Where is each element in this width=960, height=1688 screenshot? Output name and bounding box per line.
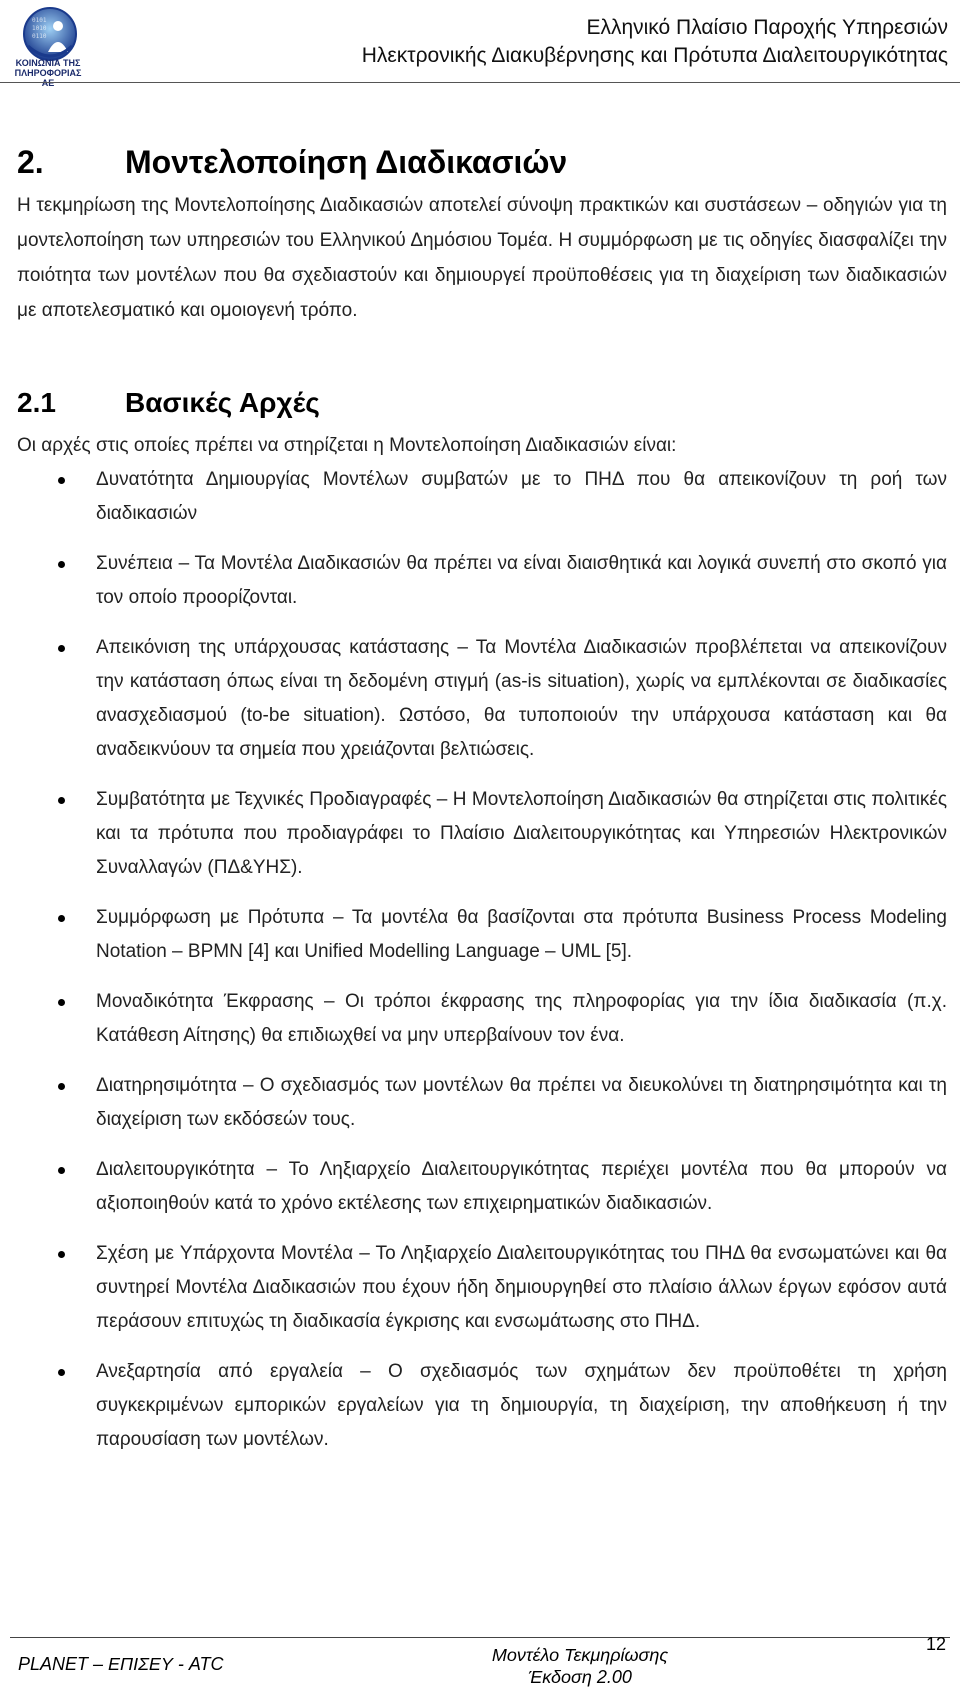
header-title <box>362 14 948 70</box>
header-line-2: Ηλεκτρονικής Διακυβέρνησης και Πρότυπα Διαλειτουργικότητας <box>361 44 948 67</box>
logo-caption: ΚΟΙΝΩΝΙΑ ΤΗΣ ΠΛΗΡΟΦΟΡΙΑΣ ΑΕ <box>14 58 82 88</box>
bullet-icon <box>58 915 65 922</box>
list-item: Δυνατότητα Δημιουργίας Μοντέλων συμβατών με το ΠΗΔ που θα απεικονίζουν τη ροή των διαδικασιών <box>17 463 947 531</box>
svg-text:0101: 0101 <box>32 17 47 24</box>
header-divider <box>0 82 960 83</box>
bullet-icon <box>58 645 65 652</box>
main-content <box>17 136 947 1473</box>
list-item: Συμβατότητα με Τεχνικές Προδιαγραφές – Η Μοντελοποίηση Διαδικασιών θα στηρίζεται στις πολιτικές και τα πρότυπα που προδιαγράφει το Πλαίσιο Διαλειτουργικότητας και Υπηρεσιών Ηλεκτρονικών Συναλλαγών (ΠΔ&ΥΗΣ). <box>17 783 947 885</box>
list-item: Διαλειτουργικότητα – Το Ληξιαρχείο Διαλειτουργικότητας περιέχει μοντέλα που θα μπορούν να αξιοποιηθούν κατά το χρόνο εκτέλεσης των επιχειρηματικών διαδικασιών. <box>17 1153 947 1221</box>
subsection-number: 2.1 <box>17 387 56 418</box>
page-header <box>0 0 960 88</box>
svg-text:0110: 0110 <box>32 33 47 40</box>
page-footer <box>0 1632 960 1686</box>
bullet-icon <box>58 1167 65 1174</box>
list-item: Σχέση με Υπάρχοντα Μοντέλα – Το Ληξιαρχείο Διαλειτουργικότητας του ΠΗΔ θα ενσωματώνει και θα συντηρεί Μοντέλα Διαδικασιών που έχουν ήδη δημιουργηθεί στο πλαίσιο άλλων έργων εφόσον αυτά περάσουν επιτυχώς τη διαδικασία έγκρισης και ενσωμάτωσης στο ΠΗΔ. <box>17 1237 947 1339</box>
section-number: 2. <box>17 143 44 180</box>
subsection-heading <box>17 378 947 428</box>
page-number: 12 <box>925 1634 946 1654</box>
list-item: Ανεξαρτησία από εργαλεία – Ο σχεδιασμός των σχημάτων δεν προϋποθέτει τη χρήση συγκεκριμένων εμπορικών εργαλείων για τη δημιουργία, τη διαχείριση, την αποθήκευση ή την παρουσίαση των μοντέλων. <box>17 1355 947 1457</box>
list-item: Συμμόρφωση με Πρότυπα – Τα μοντέλα θα βασίζονται στα πρότυπα Business Process Modeling Notation – BPMN [4] και Unified Modelling Language – UML [5]. <box>17 901 947 969</box>
footer-center-text <box>470 1644 690 1688</box>
list-item: Συνέπεια – Τα Μοντέλα Διαδικασιών θα πρέπει να είναι διαισθητικά και λογικά συνεπή στο σκοπό για τον οποίο προορίζονται. <box>17 547 947 615</box>
bullet-icon <box>58 561 65 568</box>
list-item: Απεικόνιση της υπάρχουσας κατάστασης – Τα Μοντέλα Διαδικασιών προβλέπεται να απεικονίζουν την κατάσταση όπως είναι τη δεδομένη στιγμή (as-is situation), χωρίς να εμπλέκονται σε διαδικασίες ανασχεδιασμού (to-be situation). Ωστόσο, θα τυποποιούν την υπάρχουσα κατάσταση και θα αναδεικνύουν τα σημεία που χρειάζονται βελτιώσεις. <box>17 631 947 767</box>
footer-left-text: PLANET – ΕΠΙΣΕΥ - ATC <box>18 1654 224 1674</box>
section-heading <box>17 136 947 188</box>
section-title: Μοντελοποίηση Διαδικασιών <box>125 143 568 180</box>
bullet-icon <box>58 797 65 804</box>
subsection-lead: Οι αρχές στις οποίες πρέπει να στηρίζεται η Μοντελοποίηση Διαδικασιών είναι: <box>17 435 677 456</box>
svg-text:1010: 1010 <box>32 25 47 32</box>
list-item: Διατηρησιμότητα – Ο σχεδιασμός των μοντέλων θα πρέπει να διευκολύνει τη διατηρησιμότητα και τη διαχείριση των εκδόσεών τους. <box>17 1069 947 1137</box>
bullet-icon <box>58 1369 65 1376</box>
bullet-icon <box>58 477 65 484</box>
list-item: Μοναδικότητα Έκφρασης – Οι τρόποι έκφρασης της πληροφορίας για την ίδια διαδικασία (π.χ. Κατάθεση Αίτησης) θα επιδιωχθεί να μην υπερβαίνουν τον ένα. <box>17 985 947 1053</box>
section-intro: Η τεκμηρίωση της Μοντελοποίησης Διαδικασιών αποτελεί σύνοψη πρακτικών και συστάσεων – οδηγιών για τη μοντελοποίηση των υπηρεσιών του Ελληνικού Δημόσιου Τομέα. Η συμμόρφωση με τις οδηγίες διασφαλίζει την ποιότητα των μοντέλων που θα σχεδιαστούν και δημιουργεί προϋποθέσεις για τη διαχείριση των διαδικασιών με αποτελεσματικό και ομοιογενή τρόπο. <box>17 195 947 321</box>
principles-list <box>17 463 947 1457</box>
bullet-icon <box>58 1251 65 1258</box>
footer-version: Έκδοση 2.00 <box>528 1667 632 1687</box>
subsection-title: Βασικές Αρχές <box>125 387 320 418</box>
header-line-1: Ελληνικό Πλαίσιο Παροχής Υπηρεσιών <box>586 16 948 39</box>
footer-doc-title: Μοντέλο Τεκμηρίωσης <box>491 1645 669 1665</box>
bullet-icon <box>58 999 65 1006</box>
bullet-icon <box>58 1083 65 1090</box>
footer-divider <box>10 1637 950 1638</box>
